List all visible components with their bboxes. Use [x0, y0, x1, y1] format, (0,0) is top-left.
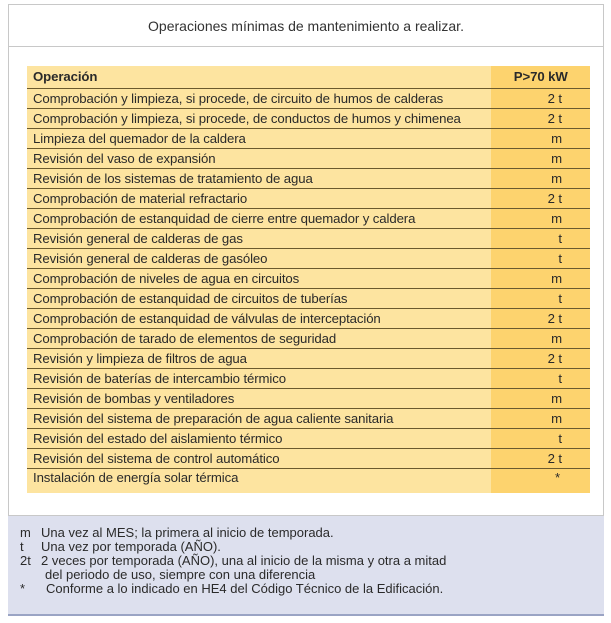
frequency-cell: m	[491, 389, 590, 409]
legend-box	[8, 515, 604, 616]
operation-cell: Revisión de los sistemas de tratamiento de agua	[27, 169, 491, 189]
legend-item-asterisk	[20, 582, 604, 596]
frequency-cell: 2 t	[491, 89, 590, 109]
operation-cell: Revisión de bombas y ventiladores	[27, 389, 491, 409]
frequency-cell: 2 t	[491, 309, 590, 329]
operation-cell: Revisión del vaso de expansión	[27, 149, 491, 169]
table-row	[27, 329, 590, 349]
frequency-cell: 2 t	[491, 349, 590, 369]
legend-text: Conforme a lo indicado en HE4 del Código Técnico de la Edificación.	[46, 581, 444, 596]
legend-item-t	[20, 540, 604, 554]
table-row	[27, 369, 590, 389]
table-body	[27, 89, 590, 494]
maintenance-table	[27, 66, 590, 493]
frequency-cell: 2 t	[491, 449, 590, 469]
operation-cell: Revisión general de calderas de gas	[27, 229, 491, 249]
frequency-cell: m	[491, 209, 590, 229]
frequency-cell: t	[491, 229, 590, 249]
table-row	[27, 429, 590, 449]
frequency-cell: *	[491, 469, 590, 494]
table-row	[27, 229, 590, 249]
operation-cell: Revisión del sistema de preparación de agua caliente sanitaria	[27, 409, 491, 429]
legend-text: Una vez por temporada (AÑO).	[41, 539, 221, 554]
legend-key: t	[20, 539, 24, 554]
legend-item-m	[20, 526, 604, 540]
operation-cell: Comprobación de tarado de elementos de seguridad	[27, 329, 491, 349]
table-row	[27, 269, 590, 289]
operation-cell: Comprobación de estanquidad de válvulas de interceptación	[27, 309, 491, 329]
legend-key: *	[20, 581, 26, 596]
operation-cell: Revisión y limpieza de filtros de agua	[27, 349, 491, 369]
frequency-cell: t	[491, 289, 590, 309]
table-row	[27, 149, 590, 169]
legend-item-2t-continuation: del periodo de uso, siempre con una diferencia	[45, 567, 316, 582]
table-header-row	[27, 66, 590, 89]
frequency-cell: t	[491, 249, 590, 269]
table-row	[27, 409, 590, 429]
frequency-cell: t	[491, 429, 590, 449]
table-title-box	[8, 4, 604, 47]
table-row	[27, 309, 590, 329]
operation-cell: Instalación de energía solar térmica	[27, 469, 491, 494]
table-row	[27, 129, 590, 149]
frequency-cell: t	[491, 369, 590, 389]
table-row	[27, 289, 590, 309]
frequency-cell: m	[491, 129, 590, 149]
operation-cell: Revisión del sistema de control automático	[27, 449, 491, 469]
legend-item-2t	[20, 554, 604, 568]
column-header-power: P>70 kW	[491, 66, 590, 89]
operation-cell: Comprobación de estanquidad de cierre entre quemador y caldera	[27, 209, 491, 229]
frequency-cell: m	[491, 409, 590, 429]
operation-cell: Comprobación y limpieza, si procede, de circuito de humos de calderas	[27, 89, 491, 109]
frequency-cell: m	[491, 329, 590, 349]
operation-cell: Revisión del estado del aislamiento térmico	[27, 429, 491, 449]
frequency-cell: 2 t	[491, 109, 590, 129]
table-title: Operaciones mínimas de mantenimiento a realizar.	[148, 17, 464, 34]
table-row	[27, 389, 590, 409]
table-row	[27, 109, 590, 129]
maintenance-table-container	[27, 66, 590, 493]
legend-text: 2 veces por temporada (AÑO), una al inicio de la misma y otra a mitad	[41, 553, 447, 568]
frequency-cell: m	[491, 149, 590, 169]
operation-cell: Revisión de baterías de intercambio térmico	[27, 369, 491, 389]
frequency-cell: 2 t	[491, 189, 590, 209]
table-row	[27, 169, 590, 189]
legend-key: m	[20, 525, 31, 540]
table-row	[27, 209, 590, 229]
table-row	[27, 249, 590, 269]
legend-text: Una vez al MES; la primera al inicio de temporada.	[41, 525, 334, 540]
operation-cell: Revisión general de calderas de gasóleo	[27, 249, 491, 269]
table-row	[27, 349, 590, 369]
operation-cell: Comprobación de material refractario	[27, 189, 491, 209]
table-row	[27, 469, 590, 494]
operation-cell: Limpieza del quemador de la caldera	[27, 129, 491, 149]
operation-cell: Comprobación de estanquidad de circuitos de tuberías	[27, 289, 491, 309]
frequency-cell: m	[491, 169, 590, 189]
column-header-operation: Operación	[27, 66, 491, 89]
operation-cell: Comprobación y limpieza, si procede, de conductos de humos y chimenea	[27, 109, 491, 129]
table-row	[27, 449, 590, 469]
operation-cell: Comprobación de niveles de agua en circuitos	[27, 269, 491, 289]
legend-key: 2t	[20, 553, 31, 568]
table-row	[27, 89, 590, 109]
frequency-cell: m	[491, 269, 590, 289]
table-row	[27, 189, 590, 209]
